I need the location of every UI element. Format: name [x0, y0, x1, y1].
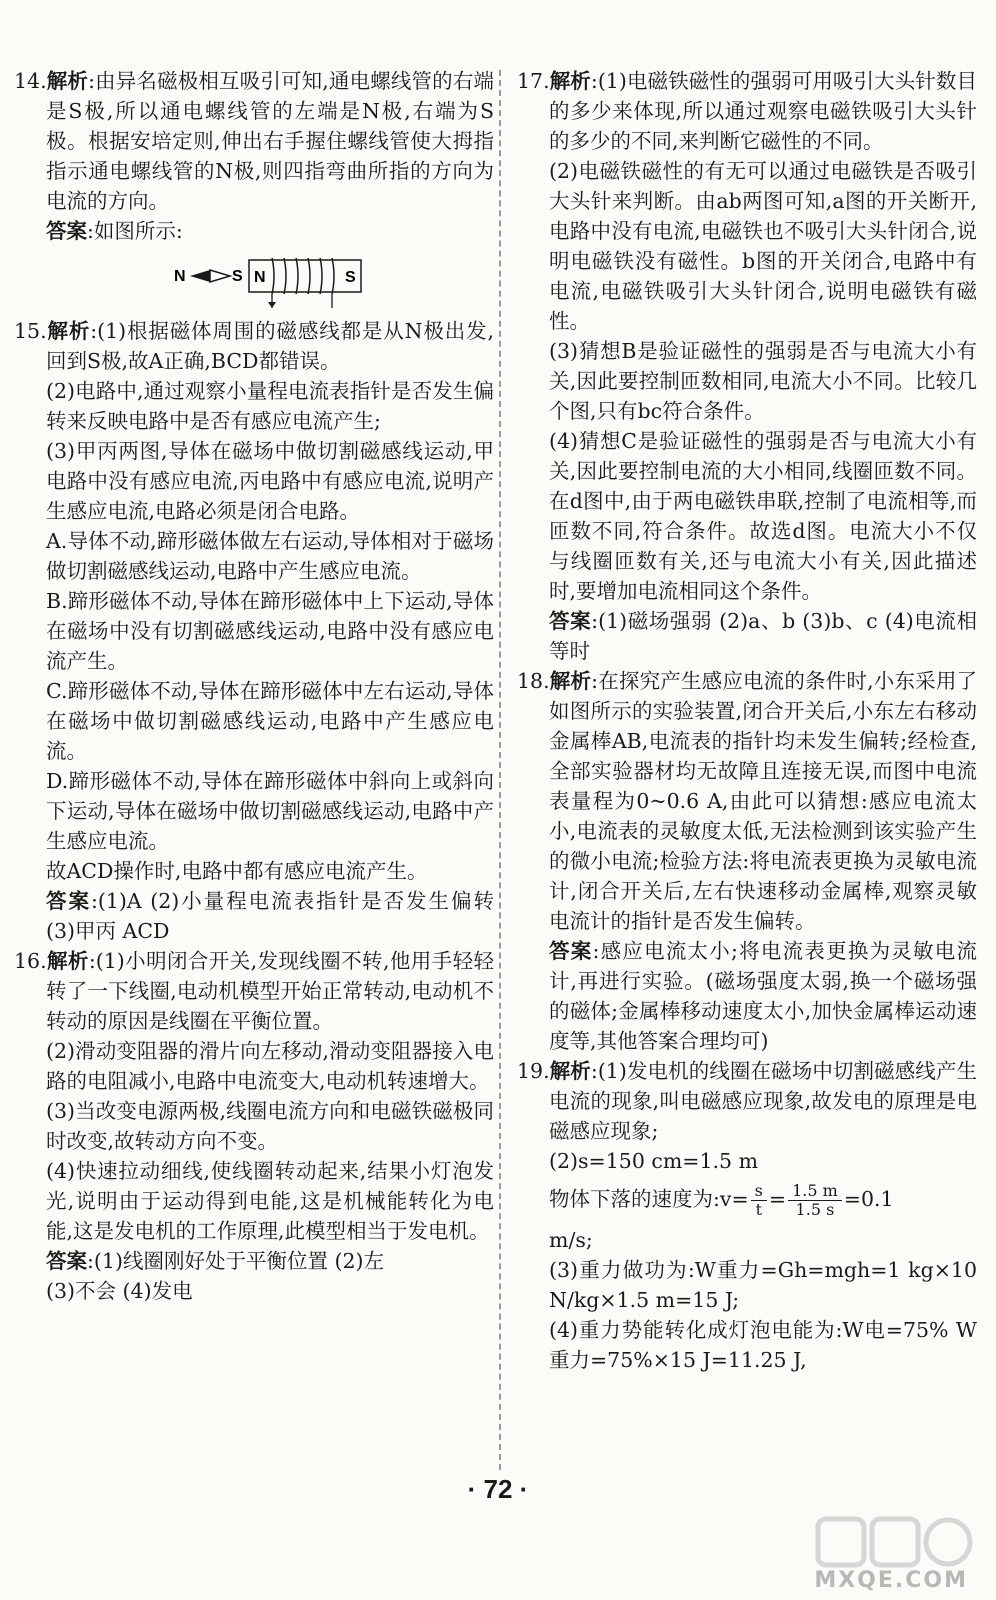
fraction-denominator: t [755, 1200, 762, 1219]
analysis-text: :(1)小明闭合开关,发现线圈不转,他用手轻轻转了一下线圈,电动机模型开始正常转动,电动机不转动的原因是线圈在平衡位置。 [46, 949, 494, 1033]
coil-s-label: S [345, 269, 356, 286]
fraction-values [788, 1182, 842, 1219]
analysis-text: m/s; [549, 1228, 593, 1252]
question-16 [14, 946, 494, 1306]
analysis-label: 解析 [549, 669, 592, 693]
needle-s-label: S [232, 268, 243, 285]
answer-text: :(1)A (2)小量程电流表指针是否发生偏转 (3)甲丙 ACD [46, 889, 494, 943]
analysis-text: A.导体不动,蹄形磁体做左右运动,导体相对于磁场做切割磁感线运动,电路中产生感应电流。 [46, 529, 494, 583]
analysis-label: 解析 [549, 1059, 591, 1083]
question-19 [517, 1056, 977, 1375]
analysis-text: (2)电路中,通过观察小量程电流表指针是否发生偏转来反映电路中是否有感应电流产生; [46, 379, 494, 433]
answer-text: :感应电流太小;将电流表更换为灵敏电流计,再进行实验。(磁场强度太弱,换一个磁场强的磁体;金属棒移动速度太小,加快金属棒运动速度等,其他答案合理均可) [549, 939, 977, 1053]
question-number: 18. [517, 669, 550, 693]
analysis-text: D.蹄形磁体不动,导体在蹄形磁体中斜向上或斜向下运动,导体在磁场中做切割磁感线运动,电路中产生感应电流。 [46, 769, 494, 853]
question-18 [517, 666, 977, 1056]
fraction-numerator: 1.5 m [788, 1182, 842, 1201]
solenoid-diagram [14, 250, 494, 310]
question-number: 15. [14, 319, 47, 343]
question-14 [14, 66, 494, 310]
question-number: 17. [517, 69, 550, 93]
answer-text: :(1)磁场强弱 (2)a、b (3)b、c (4)电流相等时 [549, 609, 977, 663]
question-17 [517, 66, 977, 666]
analysis-text: (3)猜想B是验证磁性的强弱是否与电流大小有关,因此要控制匝数相同,电流大小不同。比较几个图,只有bc符合条件。 [549, 339, 977, 423]
coil-n-label: N [254, 269, 266, 286]
answer-label: 答案 [549, 609, 592, 633]
analysis-text: (4)快速拉动细线,使线圈转动起来,结果小灯泡发光,说明由于运动得到电能,这是机械能转化为电能,这是发电机的工作原理,此模型相当于发电机。 [46, 1159, 494, 1243]
analysis-text: (4)猜想C是验证磁性的强弱是否与电流大小有关,因此要控制电流的大小相同,线圈匝数不同。在d图中,由于两电磁铁串联,控制了电流相等,而匝数不同,符合条件。故选d图。电流大小不仅与线圈匝数有关,还与电流大小有关,因此描述时,要增加电流相同这个条件。 [549, 429, 977, 603]
question-number: 16. [14, 949, 47, 973]
analysis-label: 解析 [46, 949, 89, 973]
analysis-label: 解析 [46, 69, 89, 93]
column-divider [499, 70, 501, 1470]
answer-label: 答案 [46, 1249, 87, 1273]
speed-formula: 物体下落的速度为:v= $\frac{s}{t}$ = $\frac{1.5 m}{1.5 s}$ =0.1 [549, 1181, 894, 1219]
analysis-label: 解析 [549, 69, 591, 93]
compass-needle-north [190, 270, 210, 282]
fraction-numerator: s [751, 1182, 767, 1201]
analysis-text: (3)当改变电源两极,线圈电流方向和电磁铁磁极同时改变,故转动方向不变。 [46, 1099, 494, 1153]
fraction-s-over-t [751, 1182, 767, 1219]
watermark-text: MXQE.COM [814, 1568, 968, 1593]
question-number: 14. [14, 69, 47, 93]
analysis-text: (4)重力势能转化成灯泡电能为:W电=75% W重力=75%×15 J=11.25 J, [549, 1318, 977, 1372]
analysis-text: (2)s=150 cm=1.5 m [549, 1149, 759, 1173]
page-number: · 72 · [467, 1474, 529, 1504]
formula-result: =0.1 [843, 1187, 894, 1211]
analysis-text: B.蹄形磁体不动,导体在蹄形磁体中上下运动,导体在磁场中没有切割磁感线运动,电路中没有感应电流产生。 [46, 589, 494, 673]
current-arrow-icon [268, 302, 276, 308]
analysis-text: :(1)发电机的线圈在磁场中切割磁感线产生电流的现象,叫电磁感应现象,故发电的原理是电磁感应现象; [549, 1059, 977, 1143]
compass-needle-south [210, 270, 230, 282]
answer-label: 答案 [549, 939, 593, 963]
solenoid-figure [14, 250, 494, 310]
analysis-text: :(1)根据磁体周围的磁感线都是从N极出发,回到S极,故A正确,BCD都错误。 [46, 319, 495, 373]
coil-windings [272, 258, 334, 294]
analysis-text: C.蹄形磁体不动,导体在蹄形磁体中左右运动,导体在磁场中做切割磁感线运动,电路中产生感应电流。 [46, 679, 494, 763]
analysis-text: 故ACD操作时,电路中都有感应电流产生。 [46, 859, 428, 883]
answer-text: :如图所示: [87, 219, 183, 243]
right-column [517, 66, 977, 1375]
analysis-text: :在探究产生感应电流的条件时,小东采用了如图所示的实验装置,闭合开关后,小东左右移动金属棒AB,电流表的指针均未发生偏转;经检查,全部实验器材均无故障且连接无误,而图中电流表量程为0~0.6 A,由此可以猜想:感应电流太小,电流表的灵敏度太低,无法检测到该实验产生的微小电流;检验方法:将电流表更换为灵敏电流计,闭合开关后,左右快速移动金属棒,观察灵敏电流计的指针是否发生偏转。 [549, 669, 977, 933]
answer-text: :(1)线圈刚好处于平衡位置 (2)左 [87, 1249, 384, 1273]
analysis-text: (2)滑动变阻器的滑片向左移动,滑动变阻器接入电路的电阻减小,电路中电流变大,电动机转速增大。 [46, 1039, 494, 1093]
answer-label: 答案 [46, 219, 87, 243]
question-15 [14, 316, 494, 946]
analysis-label: 解析 [46, 319, 91, 343]
analysis-text: :由异名磁极相互吸引可知,通电螺线管的右端是S极,所以通电螺线管的左端是N极,右端为S极。根据安培定则,伸出右手握住螺线管使大拇指指示通电螺线管的N极,则四指弯曲所指的方向为电流的方向。 [46, 69, 494, 213]
analysis-text: (3)重力做功为:W重力=Gh=mgh=1 kg×10 N/kg×1.5 m=15 J; [549, 1258, 977, 1312]
analysis-text: (2)电磁铁磁性的有无可以通过电磁铁是否吸引大头针来判断。由ab两图可知,a图的开关断开,电路中没有电流,电磁铁也不吸引大头针闭合,说明电磁铁没有磁性。b图的开关闭合,电路中有电流,电磁铁吸引大头针闭合,说明电磁铁有磁性。 [549, 159, 977, 333]
formula-prefix: 物体下落的速度为:v= [549, 1187, 749, 1211]
needle-n-label: N [174, 268, 186, 285]
answer-text: (3)不会 (4)发电 [46, 1279, 193, 1303]
analysis-text: (3)甲丙两图,导体在磁场中做切割磁感线运动,甲电路中没有感应电流,丙电路中有感应电流,说明产生感应电流,电路必须是闭合电路。 [46, 439, 494, 523]
analysis-text: :(1)电磁铁磁性的强弱可用吸引大头针数目的多少来体现,所以通过观察电磁铁吸引大头针的多少的不同,来判断它磁性的不同。 [549, 69, 977, 153]
question-number: 19. [517, 1059, 550, 1083]
left-column [14, 66, 494, 1306]
fraction-denominator: 1.5 s [795, 1200, 835, 1219]
answer-label: 答案 [46, 889, 91, 913]
